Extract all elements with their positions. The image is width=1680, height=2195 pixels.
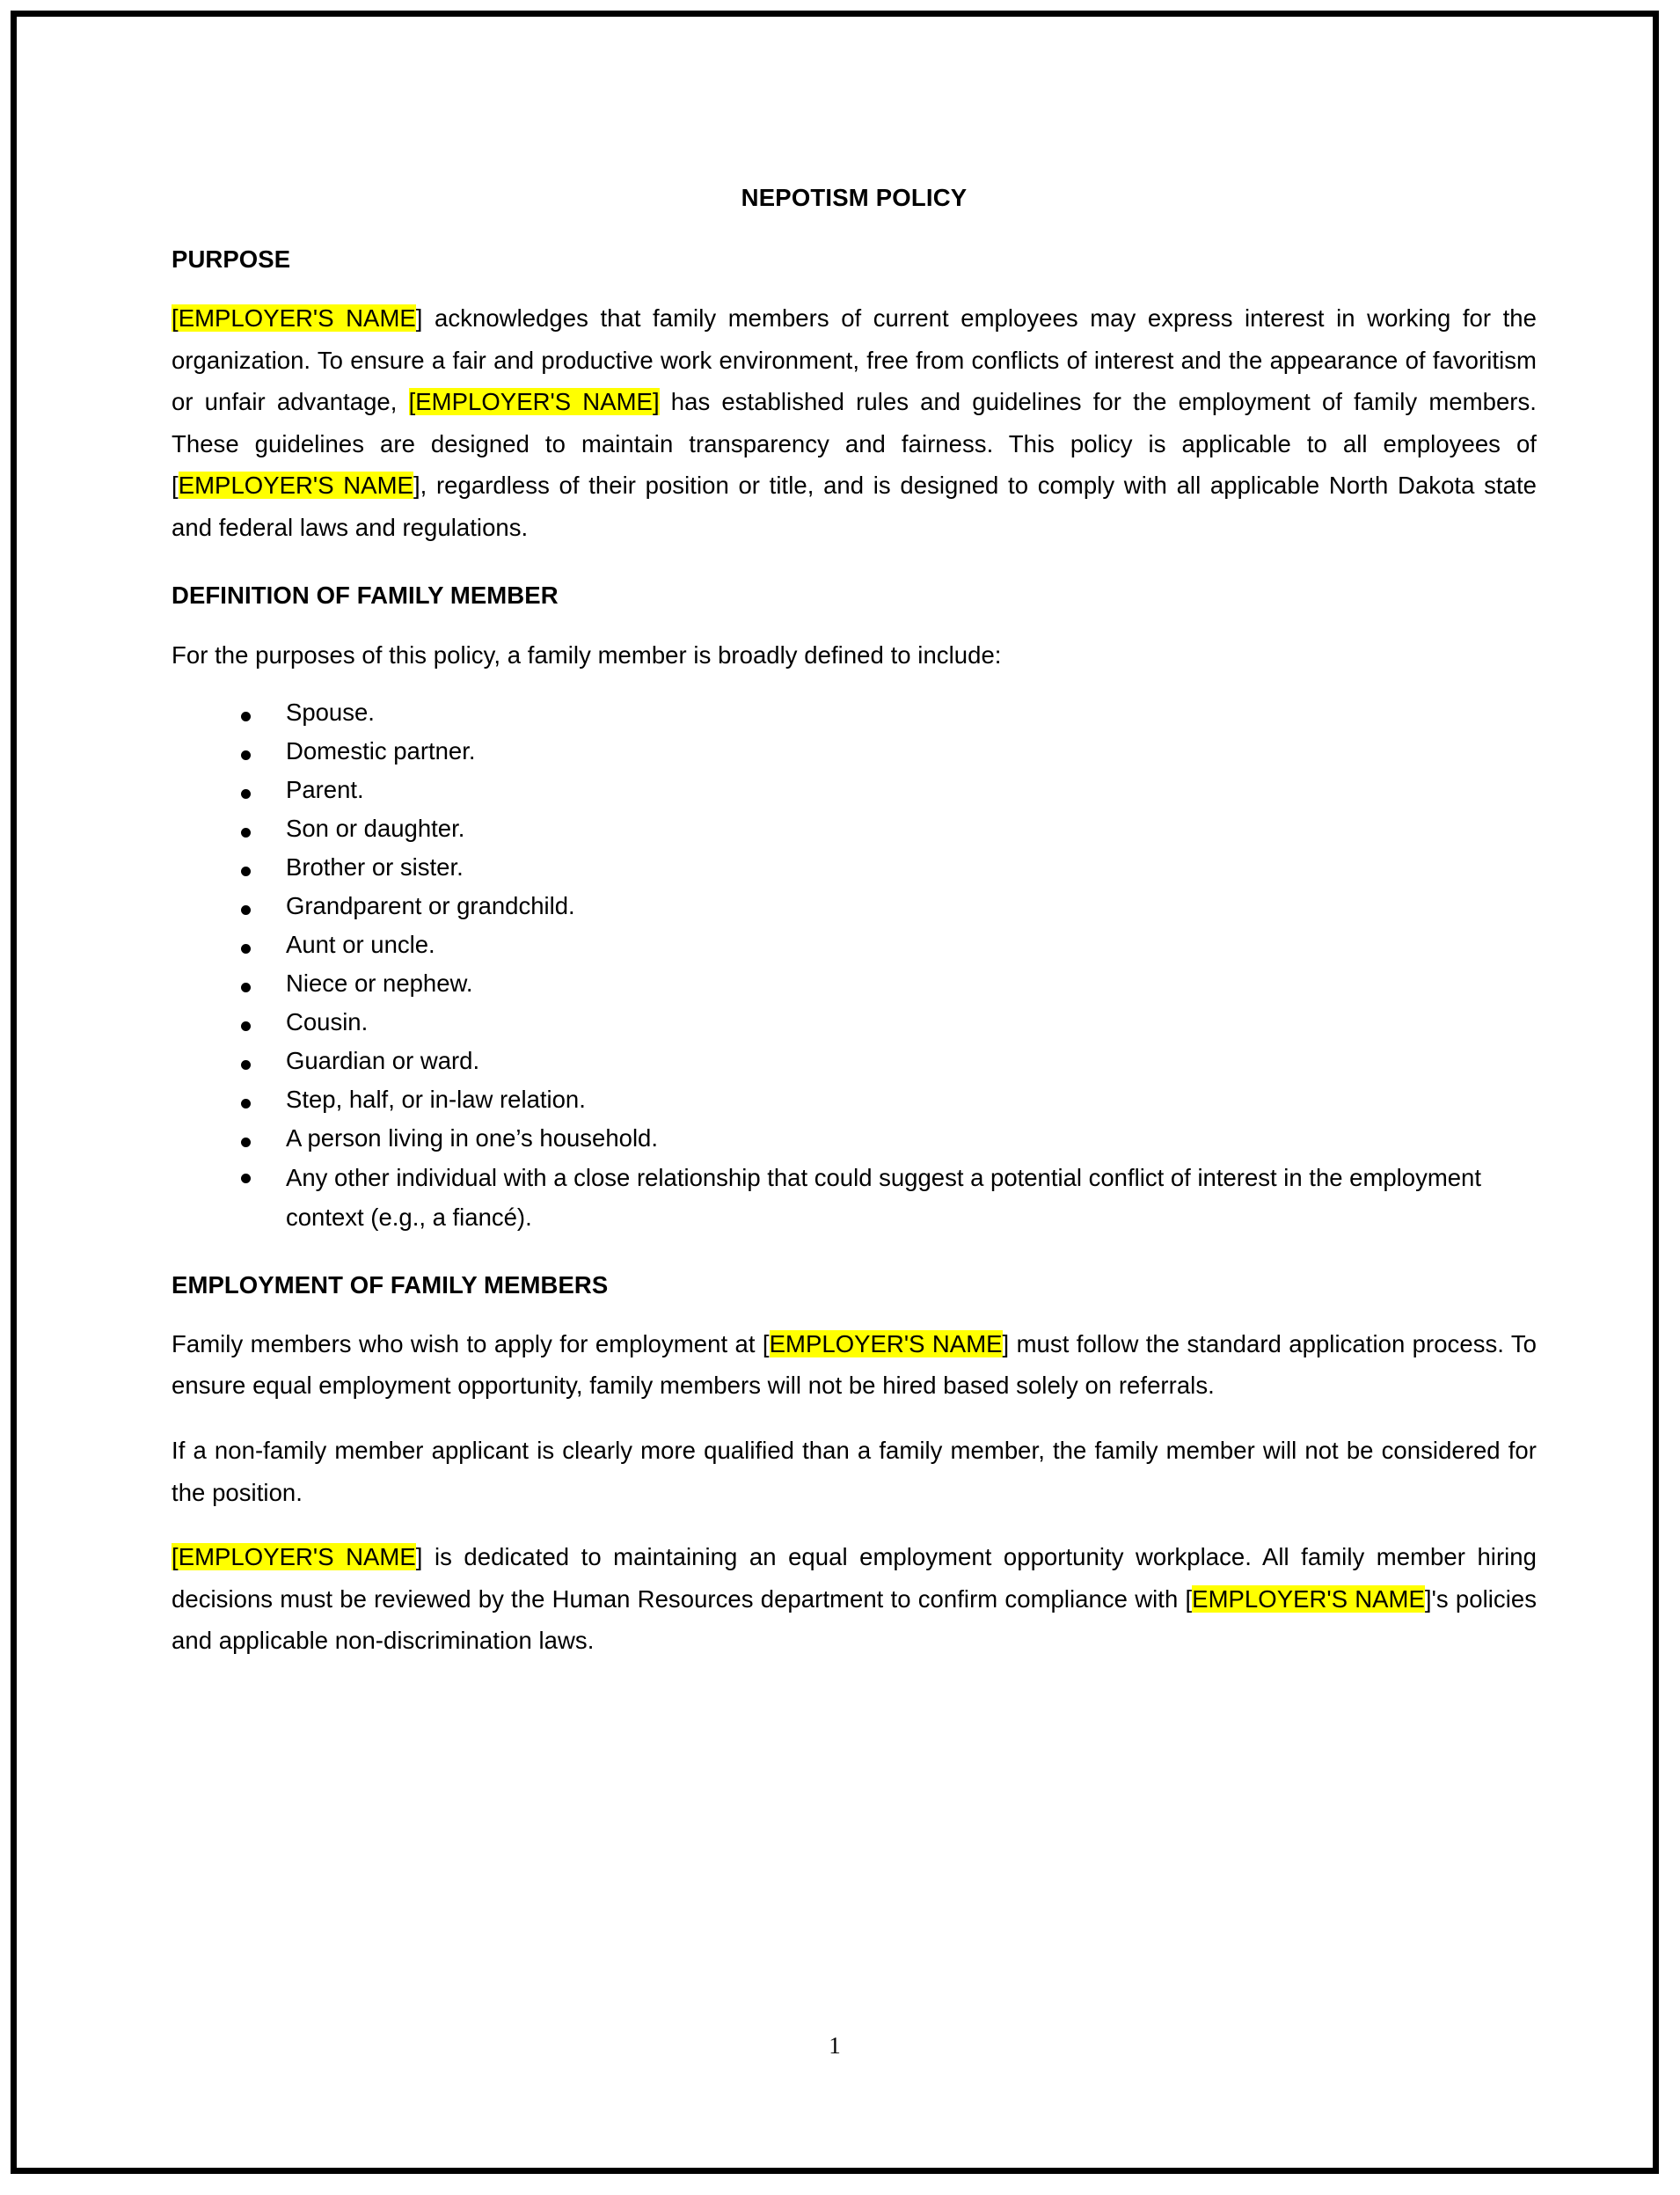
bullet-icon <box>241 1174 251 1183</box>
list-item-label: Spouse. <box>286 699 375 727</box>
bullet-icon <box>241 789 251 799</box>
purpose-text-run-2: ] acknowledges that family members of current employees may express interest in working for the organization. To ensure a fair and productive work environment, free from conflicts of interest and the appearance of favoritism or unfair advantage, <box>172 304 1537 416</box>
page-title: NEPOTISM POLICY <box>741 184 968 211</box>
list-item <box>172 1006 1537 1037</box>
purpose-text-run-6: ], regardless of their position or title, and is designed to comply with all applicable North Dakota state and federal laws and regulations. <box>172 472 1537 541</box>
employer-name-placeholder: [EMPLOYER'S NAME] <box>408 388 660 416</box>
list-item-label: Parent. <box>286 776 364 804</box>
employment-p3-run-2: ] is dedicated to maintaining an equal employment opportunity workplace. All family member hiring decisions must be reviewed by the Human Resources department to confirm compliance with [ <box>172 1543 1537 1613</box>
list-item <box>172 813 1537 844</box>
bullet-icon <box>241 1138 251 1147</box>
employer-name-placeholder: EMPLOYER'S NAME <box>178 472 413 500</box>
list-item-label: Any other individual with a close relationship that could suggest a potential conflict of interest in the employment context (e.g., a fiancé). <box>286 1164 1481 1231</box>
list-item <box>172 1159 1537 1237</box>
list-item-label: Domestic partner. <box>286 737 476 765</box>
section-heading-definition: DEFINITION OF FAMILY MEMBER <box>172 582 559 610</box>
section-heading-employment: EMPLOYMENT OF FAMILY MEMBERS <box>172 1270 609 1299</box>
employer-name-placeholder: EMPLOYER'S NAME <box>769 1329 1003 1357</box>
bullet-icon <box>241 828 251 838</box>
bullet-icon <box>241 905 251 915</box>
employer-name-placeholder: [EMPLOYER'S NAME <box>172 304 416 332</box>
bullet-icon <box>241 1099 251 1108</box>
list-item <box>172 968 1537 999</box>
list-item <box>172 697 1537 728</box>
bullet-icon <box>241 983 251 992</box>
bullet-icon <box>241 944 251 954</box>
list-item <box>172 1123 1537 1153</box>
list-item-label: A person living in one’s household. <box>286 1123 658 1152</box>
bullet-icon <box>241 1060 251 1070</box>
family-member-list <box>172 676 1537 1237</box>
bullet-icon <box>241 750 251 760</box>
employer-name-placeholder: [EMPLOYER'S NAME <box>172 1543 416 1571</box>
list-item-label: Step, half, or in-law relation. <box>286 1086 586 1113</box>
list-item-label: Niece or nephew. <box>286 969 473 998</box>
definition-intro-paragraph: For the purposes of this policy, a family member is broadly defined to include: <box>172 640 1002 669</box>
list-item <box>172 735 1537 766</box>
bullet-icon <box>241 712 251 721</box>
employment-p1-run-3: ] must follow the standard application process. To ensure equal employment opportunity, family members will not be hired based solely on referrals. <box>172 1329 1538 1400</box>
purpose-paragraph <box>172 274 1537 548</box>
document-page <box>11 11 1659 2174</box>
list-item-label: Brother or sister. <box>286 853 464 882</box>
employment-p1-run-1: Family members who wish to apply for employment at [ <box>172 1329 770 1357</box>
list-item-label: Guardian or ward. <box>286 1047 480 1075</box>
purpose-text-run-4: has established rules and guidelines for the employment of family members. These guidelines are designed to maintain transparency and fairness. This policy is applicable to all employees of [ <box>172 388 1537 500</box>
page-content-column <box>172 17 1537 2168</box>
list-item <box>172 774 1537 805</box>
employment-paragraph-3 <box>172 1513 1537 1662</box>
list-item-label: Son or daughter. <box>286 815 465 843</box>
list-item-label: Aunt or uncle. <box>286 931 435 959</box>
bullet-icon <box>241 867 251 876</box>
page-number: 1 <box>829 2032 841 2059</box>
employment-paragraph-2: If a non-family member applicant is clearly more qualified than a family member, the family member will not be considered for the position. <box>172 1437 1537 1506</box>
list-item <box>172 929 1537 960</box>
employment-paragraph-1 <box>172 1300 1537 1407</box>
employer-name-placeholder: EMPLOYER'S NAME <box>1192 1584 1425 1613</box>
section-heading-purpose: PURPOSE <box>172 245 291 273</box>
employment-p3-run-4: ]'s policies and applicable non-discrimination laws. <box>172 1584 1537 1655</box>
list-item <box>172 1084 1537 1115</box>
bullet-icon <box>241 1021 251 1031</box>
list-item <box>172 1045 1537 1076</box>
list-item <box>172 852 1537 882</box>
list-item-label: Cousin. <box>286 1008 369 1036</box>
list-item-label: Grandparent or grandchild. <box>286 892 575 920</box>
list-item <box>172 890 1537 921</box>
